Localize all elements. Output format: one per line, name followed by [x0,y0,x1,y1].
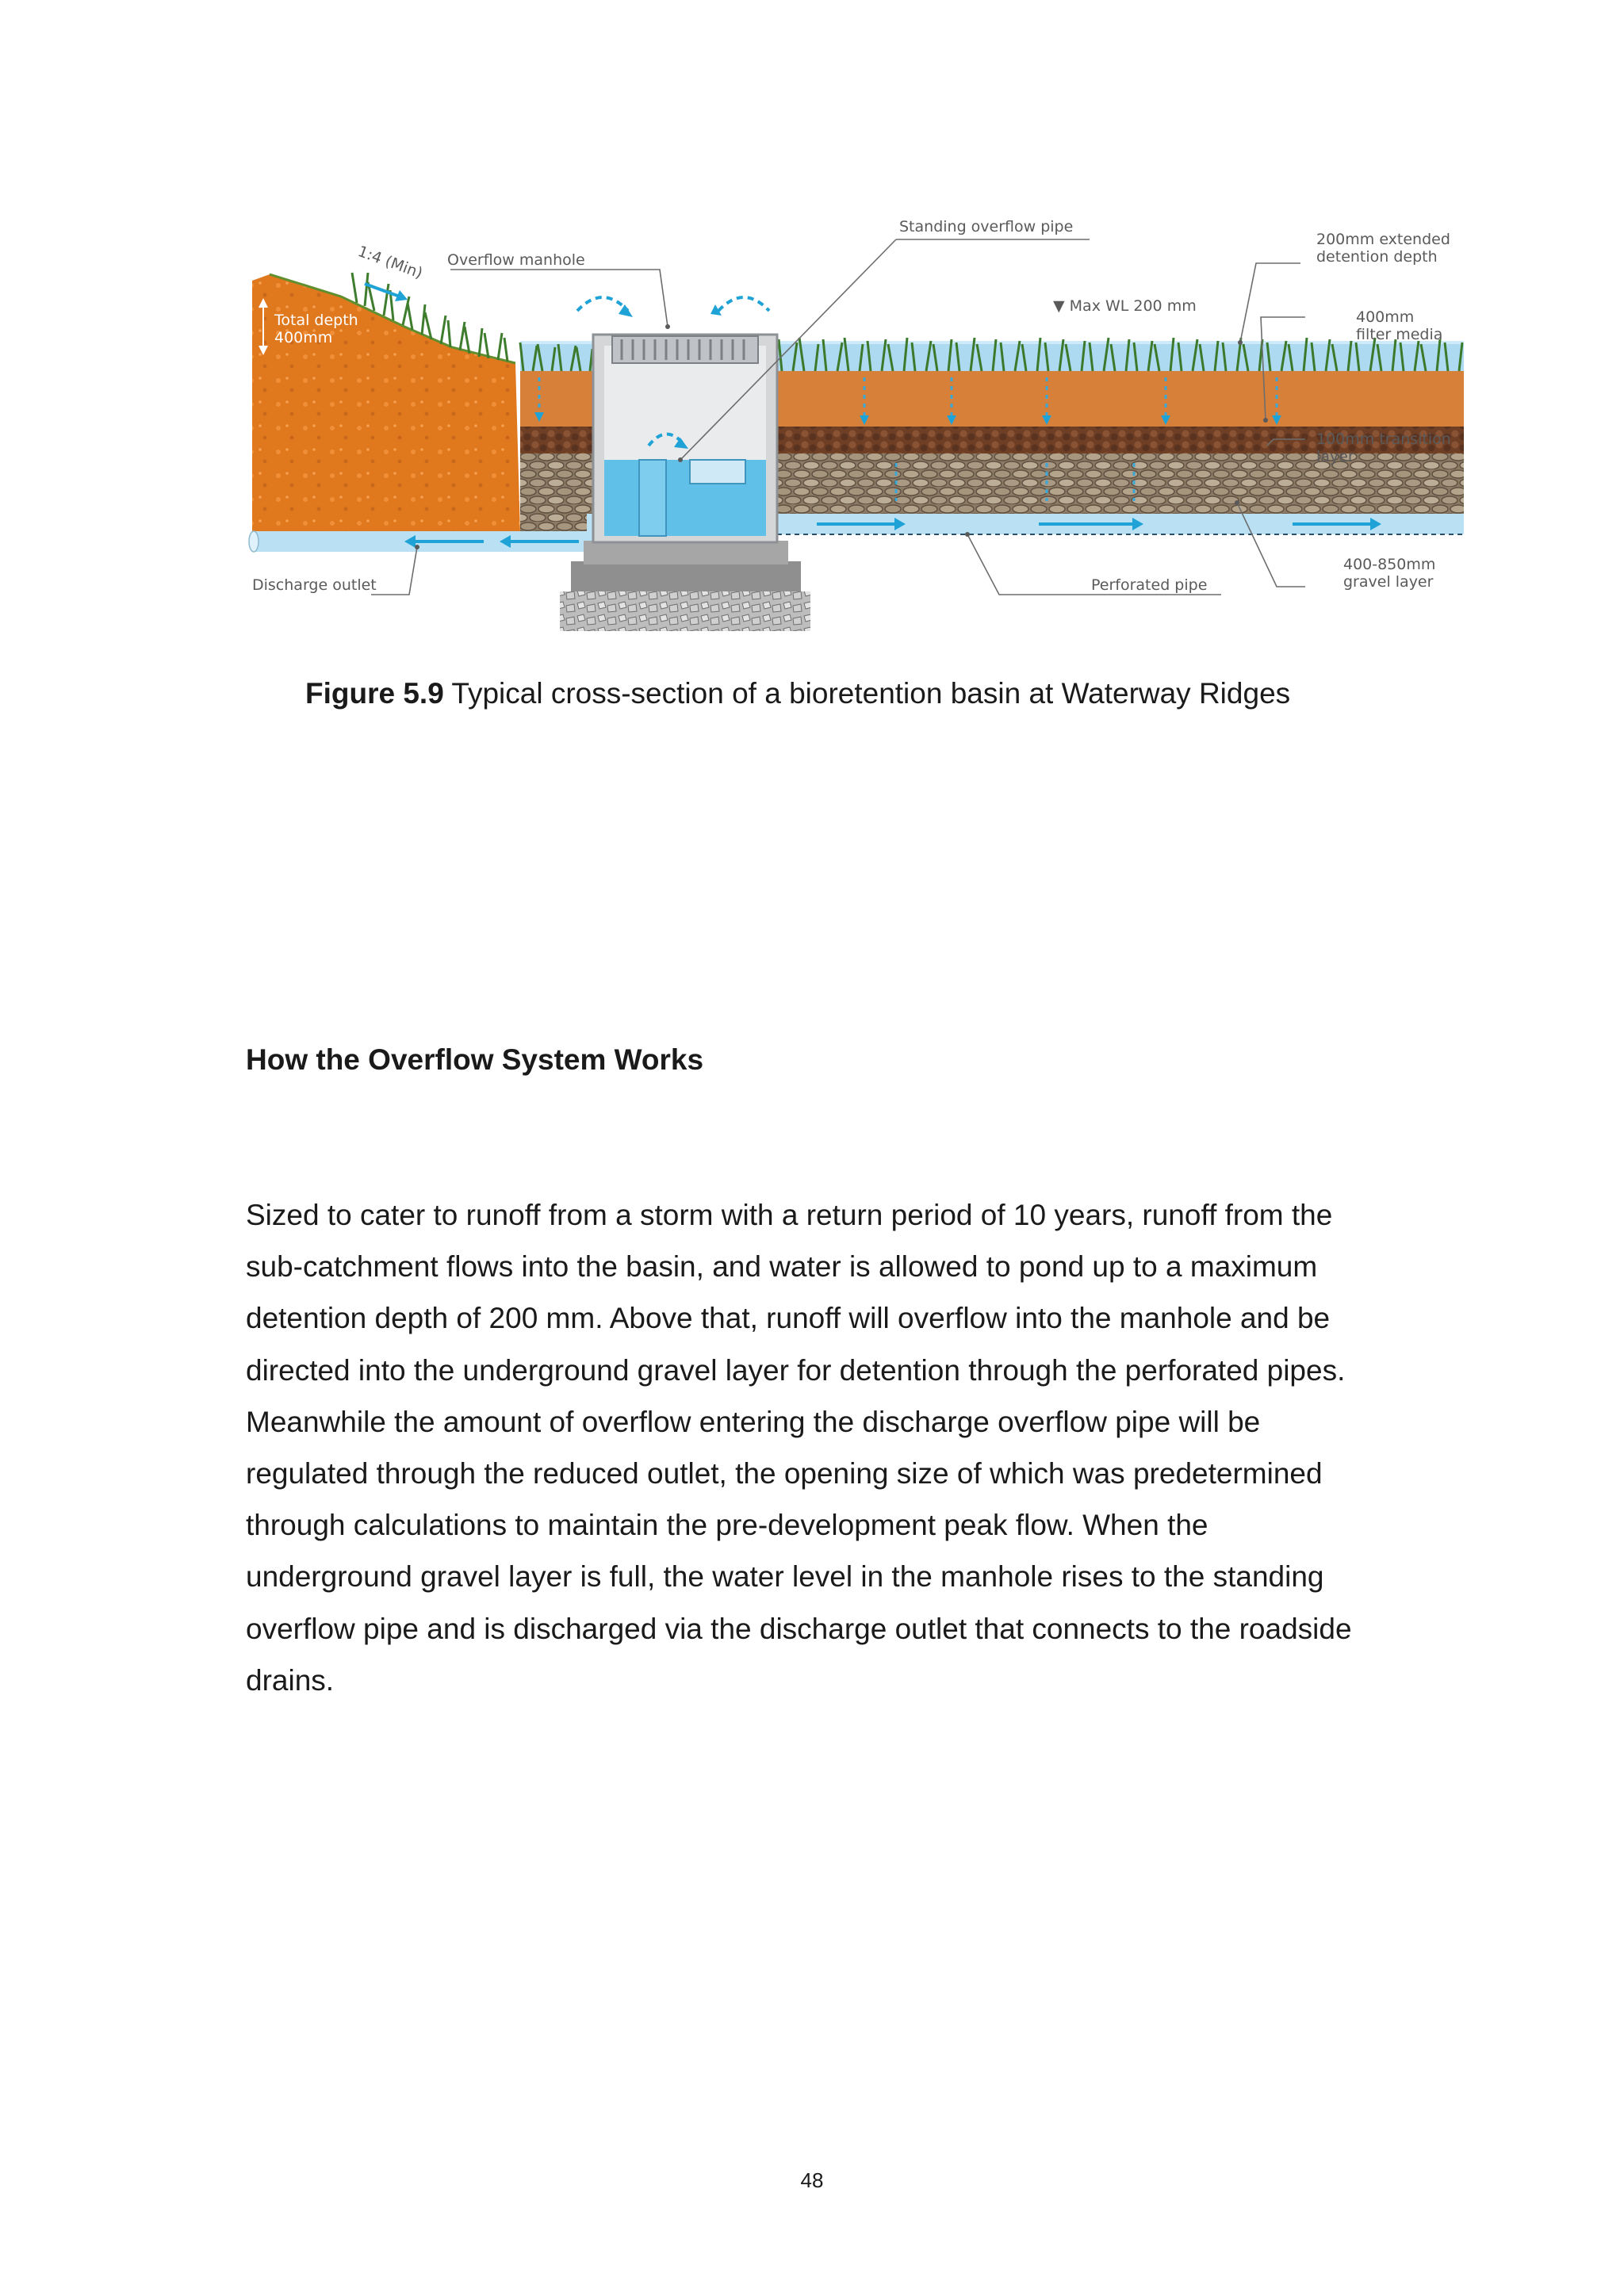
gravel-layer-label-2: gravel layer [1343,573,1434,591]
body-line: directed into the underground gravel layer for detention through the perforated pipes. [246,1353,1346,1387]
filter-media-label-2: filter media [1356,326,1443,343]
page-number: 48 [800,2168,824,2192]
extended-detention-label-1: 200mm extended [1316,231,1450,248]
body-line: detention depth of 200 mm. Above that, runoff will overflow into the manhole and be [246,1302,1331,1335]
body-line: overflow pipe and is discharged via the discharge outlet that connects to the roadside [246,1612,1352,1645]
body-paragraph [246,1189,1388,1706]
transition-layer-left [520,427,593,453]
body-line: Sized to cater to runoff from a storm with a return period of 10 years, runoff from the [246,1199,1333,1231]
body-line: underground gravel layer is full, the water level in the manhole rises to the standing [246,1560,1324,1594]
standing-overflow-pipe-label: Standing overflow pipe [899,218,1074,235]
body-line: regulated through the reduced outlet, the opening size of which was predetermined [246,1457,1323,1490]
figure-caption [305,675,1495,712]
standing-overflow-pipe [639,460,666,536]
overflow-manhole-label: Overflow manhole [447,251,585,269]
body-line: drains. [246,1663,335,1697]
figure-caption-text: Typical cross-section of a bioretention basin at Waterway Ridges [451,677,1291,710]
total-depth-label-1: Total depth [274,312,358,329]
figure-caption-label: Figure 5.9 [305,677,444,710]
body-line: through calculations to maintain the pre-development peak flow. When the [246,1509,1208,1542]
bioretention-cross-section-figure [246,208,1464,636]
discharge-outlet-label: Discharge outlet [252,576,377,594]
section-heading: How the Overflow System Works [246,1043,704,1076]
manhole-base [571,561,801,595]
gravel-layer-label-1: 400-850mm [1343,556,1436,573]
manhole-grate [612,336,758,363]
filter-media-label-1: 400mm [1356,308,1415,326]
body-line: Meanwhile the amount of overflow entering the discharge overflow pipe will be [246,1405,1261,1438]
extended-detention-label-2: detention depth [1316,248,1438,266]
body-line: sub-catchment flows into the basin, and water is allowed to pond up to a maximum [246,1250,1318,1284]
perforated-pipe-label: Perforated pipe [1091,576,1208,594]
total-depth-label-2: 400mm [274,329,333,346]
transition-layer-label-1: 100mm transition [1316,430,1451,448]
transition-layer-label-2: layer [1316,448,1354,465]
slope-label: 1:4 (Min) [355,243,425,282]
max-water-level-label: ▼ Max WL 200 mm [1053,297,1197,315]
